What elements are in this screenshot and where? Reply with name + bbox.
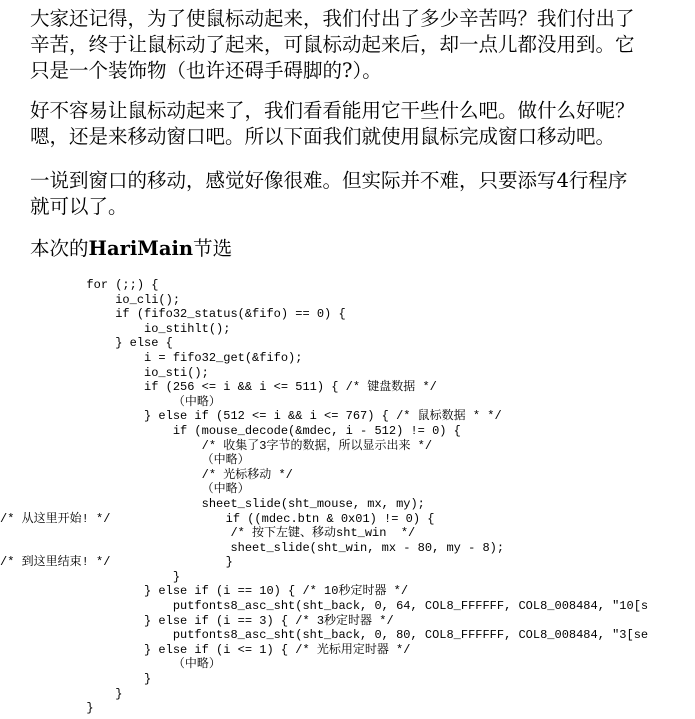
paragraph-line: 大家还记得，为了使鼠标动起来，我们付出了多少辛苦吗？我们付出了 xyxy=(30,7,635,30)
code-line: /* 按下左键、移动sht_win */ xyxy=(0,526,416,541)
code-line: sheet_slide(sht_mouse, mx, my); xyxy=(0,496,425,511)
second-paragraph xyxy=(30,98,680,150)
code-line: （中略） xyxy=(0,453,250,468)
code-line: } else { xyxy=(0,336,173,351)
code-line: if (256 <= i && i <= 511) { /* 键盘数据 */ xyxy=(0,380,437,395)
code-line: putfonts8_asc_sht(sht_back, 0, 80, COL8_FFFFFF, COL8_008484, "3[se xyxy=(0,628,649,643)
paragraph-line: 就可以了。 xyxy=(30,195,128,218)
paragraph-line: 好不容易让鼠标动起来了，我们看看能用它干些什么吧。做什么好呢？ xyxy=(30,99,635,122)
paragraph-line: 嗯，还是来移动窗口吧。所以下面我们就使用鼠标完成窗口移动吧。 xyxy=(30,125,616,148)
code-line: （中略） xyxy=(0,482,250,497)
code-line: （中略） xyxy=(0,657,221,672)
code-line: } else if (i == 10) { /* 10秒定时器 */ xyxy=(0,584,409,599)
code-line: io_cli(); xyxy=(0,292,181,307)
code-line: } xyxy=(0,686,123,701)
code-line: /* 收集了3字节的数据，所以显示出来 */ xyxy=(0,438,433,453)
code-caption xyxy=(30,236,680,262)
code-listing xyxy=(0,278,695,716)
code-line: putfonts8_asc_sht(sht_back, 0, 64, COL8_FFFFFF, COL8_008484, "10[s xyxy=(0,599,649,614)
code-line: if (mouse_decode(&mdec, i - 512) != 0) { xyxy=(0,423,461,438)
code-line: } xyxy=(0,672,152,687)
code-line: } xyxy=(0,569,181,584)
code-line: io_stihlt(); xyxy=(0,321,231,336)
code-line: /* 光标移动 */ xyxy=(0,467,293,482)
code-line: } else if (i == 3) { /* 3秒定时器 */ xyxy=(0,613,394,628)
code-line: /* 从这里开始! */ if ((mdec.btn & 0x01) != 0) { xyxy=(0,511,435,526)
code-line: } else if (512 <= i && i <= 767) { /* 鼠标数据 * */ xyxy=(0,409,502,424)
caption-function-name: HariMain xyxy=(88,237,194,260)
code-line: （中略） xyxy=(0,394,221,409)
caption-prefix: 本次的 xyxy=(30,237,89,260)
code-line: /* 到这里结束! */ } xyxy=(0,555,233,570)
code-line: for (;;) { xyxy=(0,278,159,292)
third-paragraph xyxy=(30,168,680,220)
code-line: } else if (i <= 1) { /* 光标用定时器 */ xyxy=(0,642,411,657)
paragraph-line: 只是一个装饰物（也许还碍手碍脚的?）。 xyxy=(30,59,382,82)
paragraph-line: 辛苦，终于让鼠标动了起来，可鼠标动起来后，却一点儿都没用到。它 xyxy=(30,33,635,56)
intro-paragraph xyxy=(30,6,680,84)
caption-suffix: 节选 xyxy=(193,237,233,260)
code-line: sheet_slide(sht_win, mx - 80, my - 8); xyxy=(0,540,505,555)
code-line: i = fifo32_get(&fifo); xyxy=(0,350,303,365)
code-line: if (fifo32_status(&fifo) == 0) { xyxy=(0,307,346,322)
code-line: } xyxy=(0,701,94,716)
code-line: io_sti(); xyxy=(0,365,209,380)
paragraph-line: 一说到窗口的移动，感觉好像很难。但实际并不难，只要添写4行程序 xyxy=(30,169,628,192)
